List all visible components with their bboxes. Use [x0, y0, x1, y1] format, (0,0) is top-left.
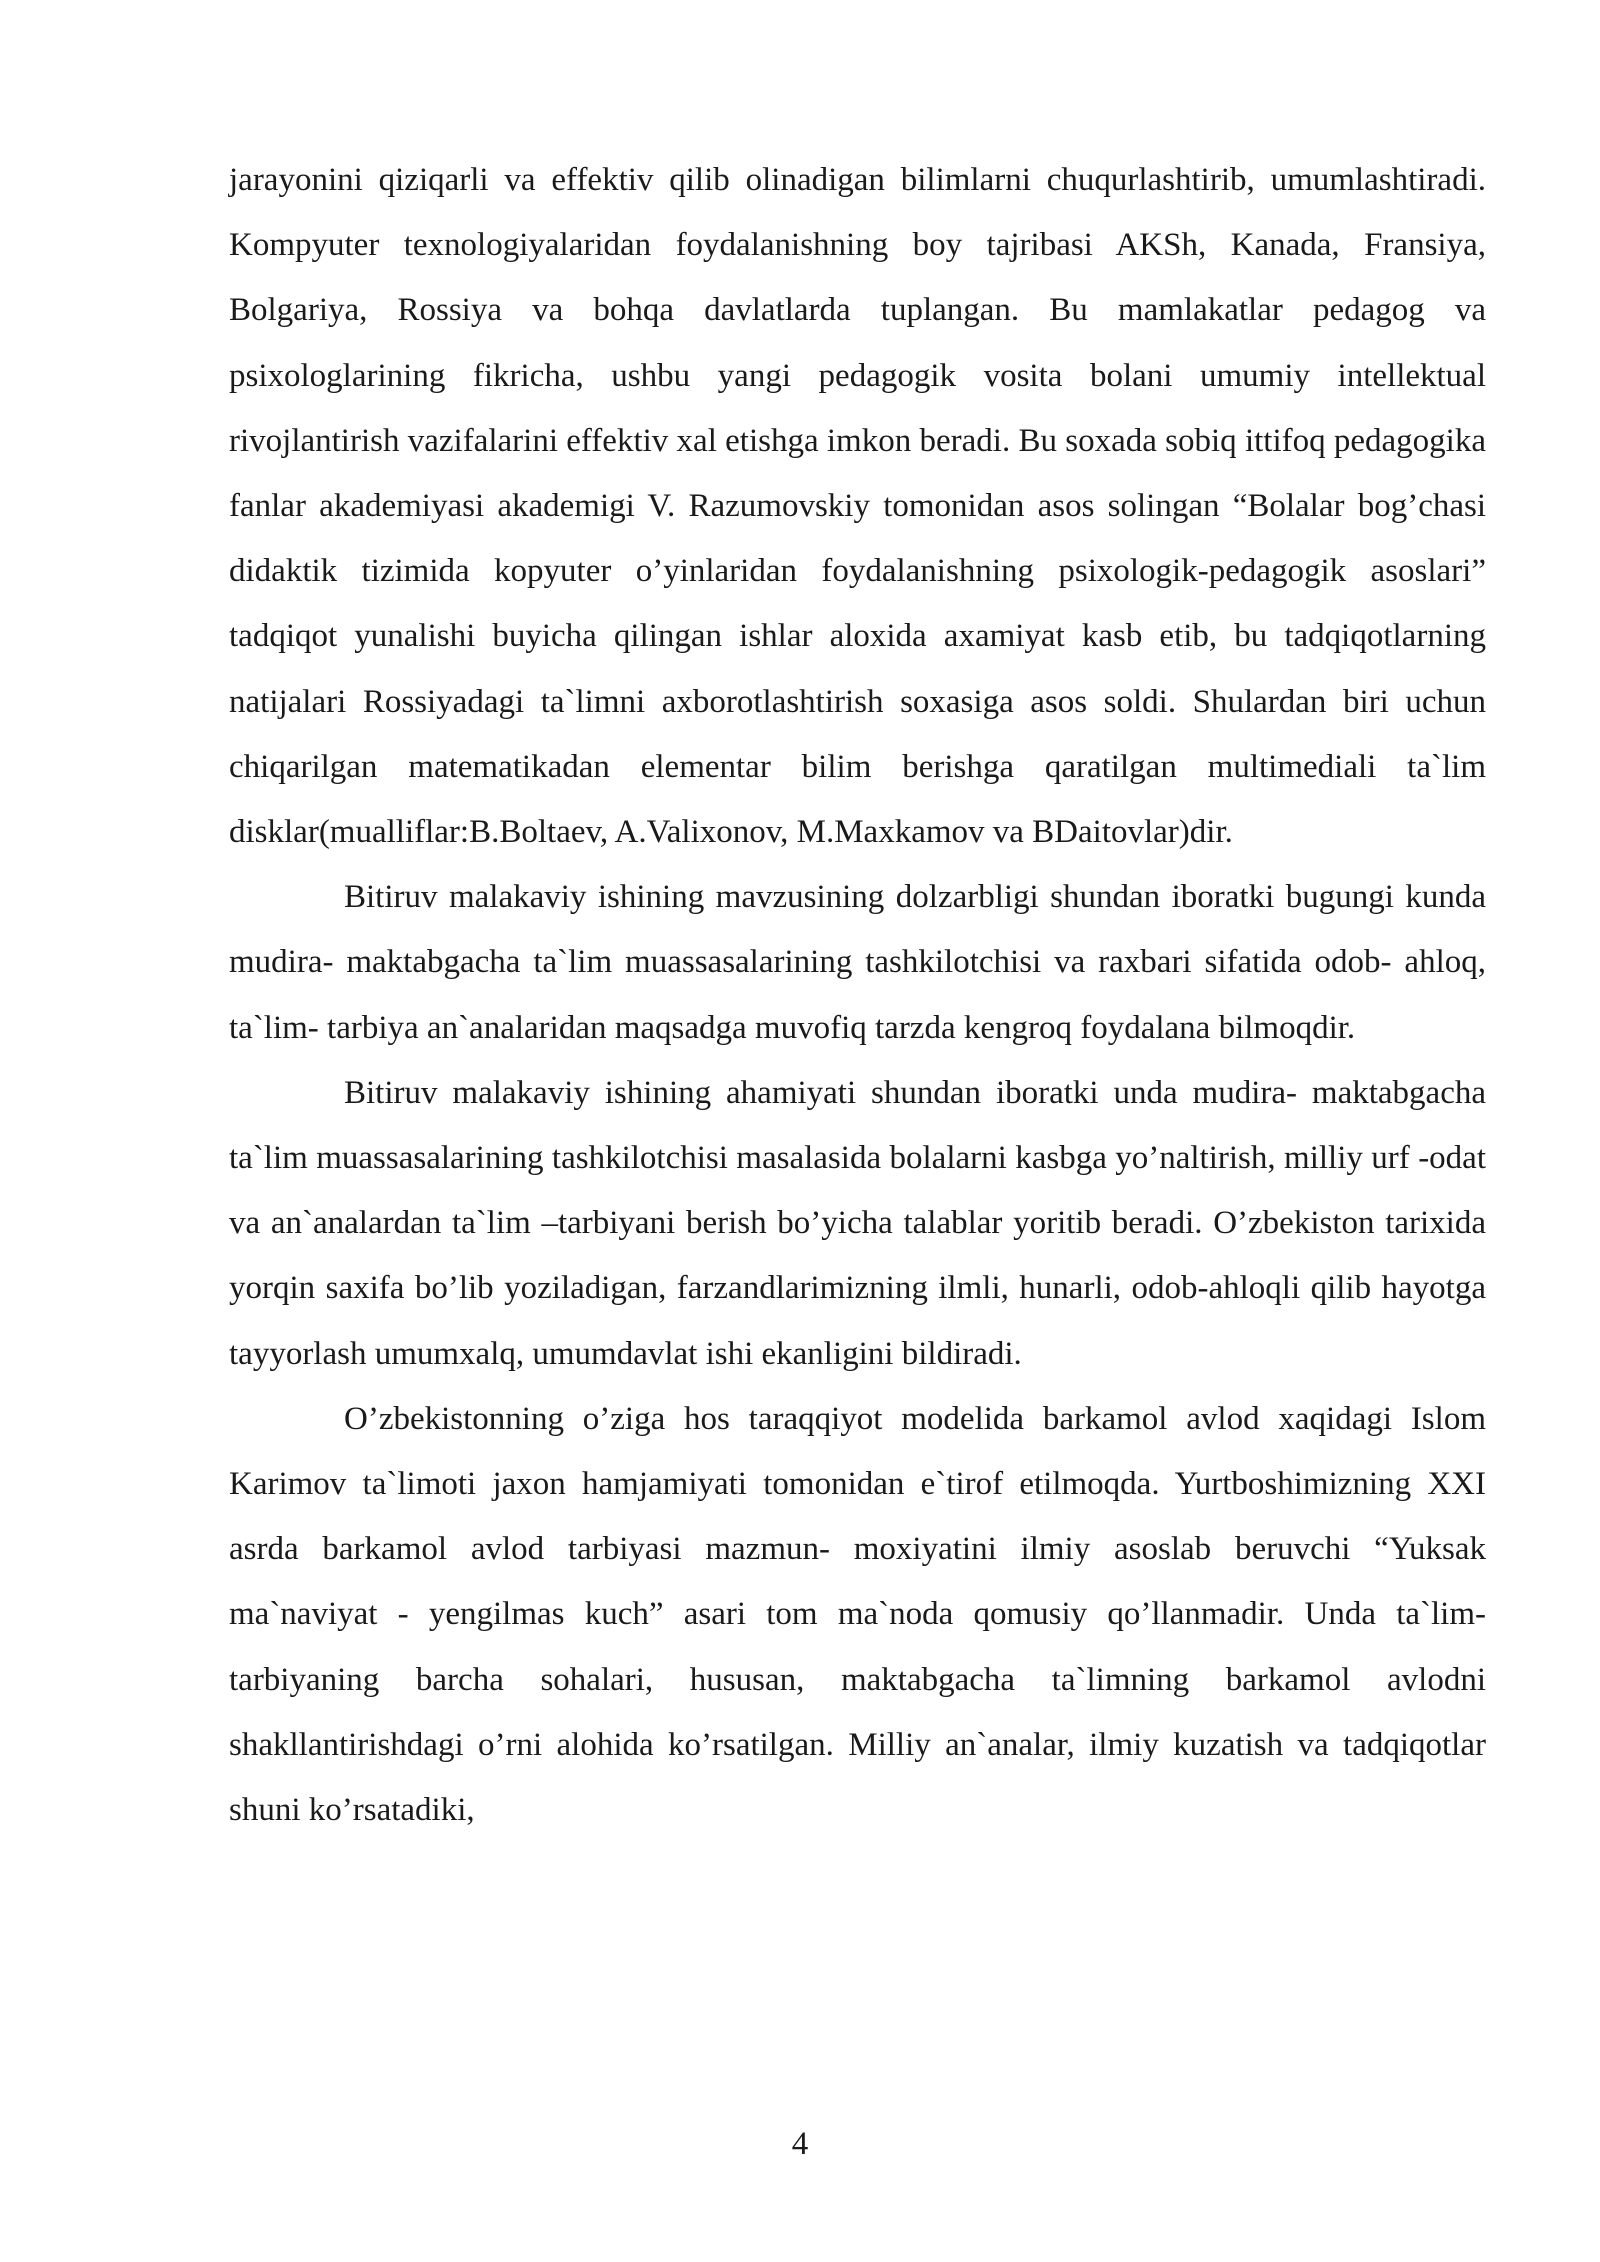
- paragraph-relevance: Bitiruv malakaviy ishining mavzusining dolzarbligi shundan iboratki bugungi kunda mudira- maktabgacha ta`lim muassasalarining tashkilotchisi va raxbari sifatida odob- ahloq, ta`lim- tarbiya an`analaridan maqsadga muvofiq tarzda kengroq foydalana bilmoqdir.: [229, 879, 1486, 1046]
- paragraph-development-model: O’zbekistonning o’ziga hos taraqqiyot modelida barkamol avlod xaqidagi Islom Karimov ta`limoti jaxon hamjamiyati tomonidan e`tirof etilmoqda. Yurtboshimizning XXI asrda barkamol avlod tarbiyasi mazmun- moxiyatini ilmiy asoslab beruvchi “Yuksak ma`naviyat - yengilmas kuch” asari tom ma`noda qomusiy qo’llanmadir. Unda ta`lim-tarbiyaning barcha sohalari, hususan, maktabgacha ta`limning barkamol avlodni shakllantirishdagi o’rni alohida ko’rsatilgan. Milliy an`analar, ilmiy kuzatish va tadqiqotlar shuni ko’rsatadiki,: [229, 1400, 1486, 1829]
- page-number: 4: [791, 2126, 809, 2162]
- document-body: [229, 148, 1486, 1843]
- paragraph-significance: Bitiruv malakaviy ishining ahamiyati shundan iboratki unda mudira- maktabgacha ta`lim muassasalarining tashkilotchisi masalasida bolalarni kasbga yo’naltirish, milliy urf -odat va an`analardan ta`lim –tarbiyani berish bo’yicha talablar yoritib beradi. O’zbekiston tarixida yorqin saxifa bo’lib yoziladigan, farzandlarimizning ilmli, hunarli, odob-ahloqli qilib hayotga tayyorlash umumxalq, umumdavlat ishi ekanligini bildiradi.: [229, 1074, 1486, 1372]
- paragraph-continuation: jarayonini qiziqarli va effektiv qilib olinadigan bilimlarni chuqurlashtirib, umumlashtiradi. Kompyuter texnologiyalaridan foydalanishning boy tajribasi AKSh, Kanada, Fransiya, Bolgariya, Rossiya va bohqa davlatlarda tuplangan. Bu mamlakatlar pedagog va psixologlarining fikricha, ushbu yangi pedagogik vosita bolani umumiy intellektual rivojlantirish vazifalarini effektiv xal etishga imkon beradi. Bu soxada sobiq ittifoq pedagogika fanlar akademiyasi akademigi V. Razumovskiy tomonidan asos solingan “Bolalar bog’chasi didaktik tizimida kopyuter o’yinlaridan foydalanishning psixologik-pedagogik asoslari” tadqiqot yunalishi buyicha qilingan ishlar aloxida axamiyat kasb etib, bu tadqiqotlarning natijalari Rossiyadagi ta`limni axborotlashtirish soxasiga asos soldi. Shulardan biri uchun chiqarilgan matematikadan elementar bilim berishga qaratilgan multimediali ta`lim disklar(mualliflar:B.Boltaev, A.Valixonov, M.Maxkamov va BDaitovlar)dir.: [229, 162, 1486, 851]
